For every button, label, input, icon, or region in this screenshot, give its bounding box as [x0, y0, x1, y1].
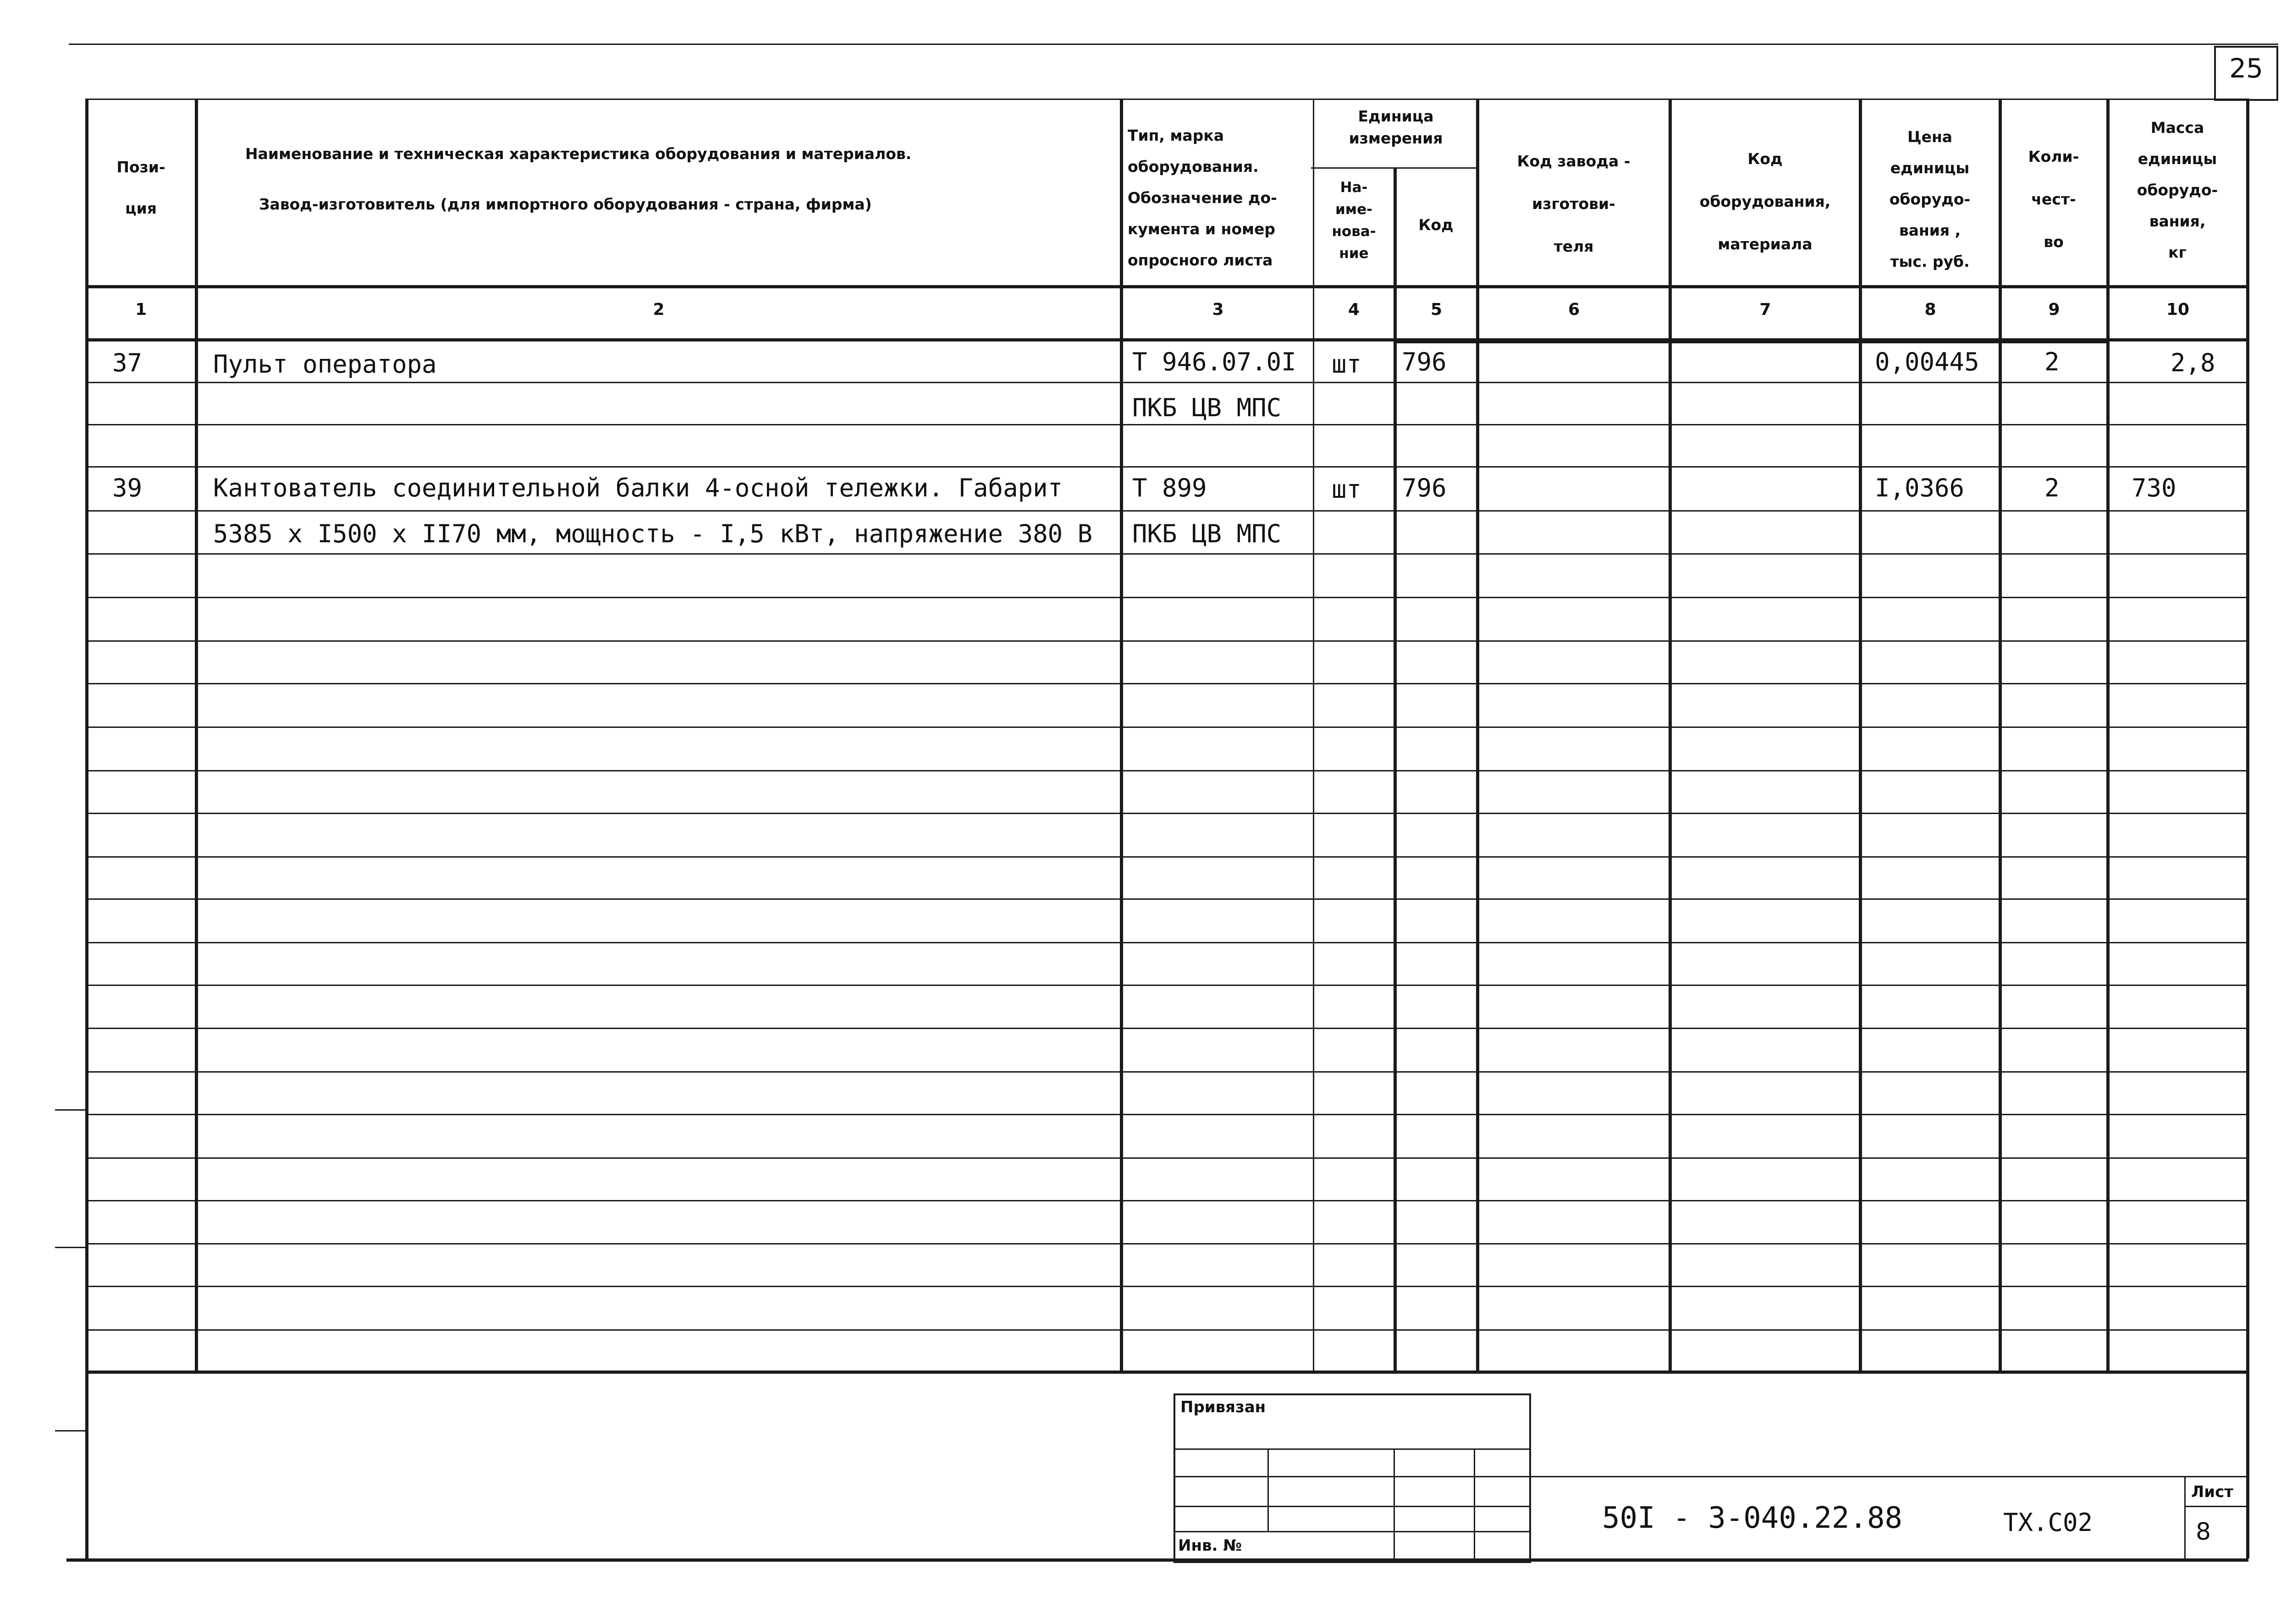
header-unit-code: Код [1418, 216, 1454, 234]
col-sep-6 [1669, 99, 1672, 1373]
row-unit: шт [1332, 350, 1362, 379]
margin-tick [55, 1430, 87, 1431]
row-quantity: 2 [2044, 473, 2060, 502]
row-line [85, 640, 2249, 642]
stamp-line [1174, 1476, 1531, 1477]
row-type: ПКБ ЦВ МПС [1132, 519, 1282, 548]
row-line [85, 1028, 2249, 1029]
col-sep-7 [1859, 99, 1862, 1373]
column-number: 8 [1924, 300, 1936, 319]
col-sep-3 [1313, 99, 1314, 1373]
data-bottom-rule [85, 1371, 2249, 1374]
row-line [85, 510, 2249, 512]
row-price: I,0366 [1875, 473, 1965, 502]
row-line [85, 1071, 2249, 1073]
header-price: Цена единицы оборудо- вания , тыс. руб. [1889, 128, 1971, 270]
document-code: ТХ.С02 [2003, 1508, 2093, 1537]
header-name-line1: Наименование и техническая характеристика оборудования и материалов. [245, 145, 912, 163]
stamp-col [1267, 1448, 1269, 1531]
row-type: Т 899 [1132, 473, 1207, 502]
header-equipment-code: Код оборудования, материала [1699, 150, 1831, 253]
header-mass: Масса единицы оборудо- вания, кг [2137, 119, 2218, 261]
column-number: 6 [1568, 300, 1580, 319]
row-line [85, 856, 2249, 858]
header-type: Тип, марка оборудования. Обозначение до- кумента и номер опросного листа [1128, 127, 1277, 269]
header-factory-code: Код завода - изготови- теля [1517, 152, 1631, 255]
row-line [85, 898, 2249, 900]
row-line [85, 382, 2249, 383]
column-number: 3 [1212, 300, 1224, 319]
row-quantity: 2 [2044, 347, 2060, 376]
col-sep-9 [2106, 99, 2110, 1373]
column-number: 1 [135, 300, 147, 319]
row-line [85, 727, 2249, 728]
sheet-number: 8 [2196, 1518, 2211, 1546]
row-type: Т 946.07.0I [1132, 347, 1296, 376]
stamp-col [1474, 1448, 1475, 1561]
row-line [85, 466, 2249, 468]
row-unit-code: 796 [1402, 473, 1447, 502]
row-unit: шт [1332, 475, 1362, 504]
row-line [85, 683, 2249, 684]
row-line [85, 1200, 2249, 1201]
stamp-line [1174, 1448, 1531, 1450]
margin-tick [55, 1247, 87, 1248]
column-number: 2 [653, 300, 665, 319]
stamp-inv-label: Инв. № [1178, 1536, 1242, 1555]
row-line [85, 424, 2249, 425]
row-line [85, 1114, 2249, 1115]
top-rule [69, 44, 2278, 45]
row-type: ПКБ ЦВ МПС [1132, 393, 1282, 422]
sheet-label: Лист [2191, 1483, 2233, 1501]
col-sep-2 [1120, 99, 1123, 1373]
row-line [85, 1243, 2249, 1244]
row-line [85, 597, 2249, 598]
row-mass: 730 [2132, 473, 2176, 502]
header-bottom-rule [85, 285, 2249, 288]
stamp-title-top [1531, 1476, 2248, 1477]
row-position: 37 [112, 348, 143, 377]
frame-right [2246, 99, 2249, 1558]
col-sep-5 [1476, 99, 1479, 1373]
header-unit: Единица измерения [1349, 107, 1443, 147]
row-line [85, 985, 2249, 986]
row-line [85, 813, 2249, 814]
column-number: 7 [1759, 300, 1771, 319]
row-name: Кантователь соединительной балки 4-осной тележки. Габарит [213, 473, 1063, 502]
row-position: 39 [112, 473, 143, 502]
row-line [85, 942, 2249, 943]
margin-tick [55, 1109, 87, 1111]
frame-top [85, 99, 2249, 100]
page-number: 25 [2229, 53, 2263, 84]
header-unit-name: На- име- нова- ние [1332, 179, 1376, 262]
col-sep-1 [195, 99, 198, 1373]
sheet-box-mid [2184, 1506, 2248, 1507]
column-number: 5 [1430, 300, 1443, 319]
row-line [85, 1286, 2249, 1287]
row-line [85, 1157, 2249, 1159]
row-name: Пульт оператора [213, 350, 437, 379]
col-sep-8 [1999, 99, 2002, 1373]
frame-bottom [66, 1558, 2248, 1562]
sheet-box-left [2184, 1476, 2186, 1558]
stamp-col [1394, 1448, 1395, 1561]
stamp-privyazan-label: Привязан [1180, 1398, 1266, 1416]
stamp-line [1174, 1506, 1531, 1507]
column-number: 10 [2166, 300, 2190, 319]
header-quantity: Коли- чест- во [2028, 148, 2079, 251]
row-mass: 2,8 [2171, 348, 2215, 377]
row-line [85, 770, 2249, 771]
header-name-line2: Завод-изготовитель (для импортного оборудования - страна, фирма) [259, 195, 872, 213]
row-line [85, 1329, 2249, 1331]
column-number: 4 [1348, 300, 1360, 319]
column-number: 9 [2048, 300, 2060, 319]
row-line [85, 553, 2249, 555]
data-top-rule [1394, 340, 2109, 343]
document-number: 50I - 3-040.22.88 [1602, 1501, 1903, 1535]
row-name: 5385 х I500 х II70 мм, мощность - I,5 кВт, напряжение 380 В [213, 519, 1093, 548]
header-position: Пози- ция [116, 158, 165, 217]
row-price: 0,00445 [1875, 347, 1979, 376]
row-unit-code: 796 [1402, 347, 1447, 376]
stamp-line [1174, 1531, 1531, 1532]
